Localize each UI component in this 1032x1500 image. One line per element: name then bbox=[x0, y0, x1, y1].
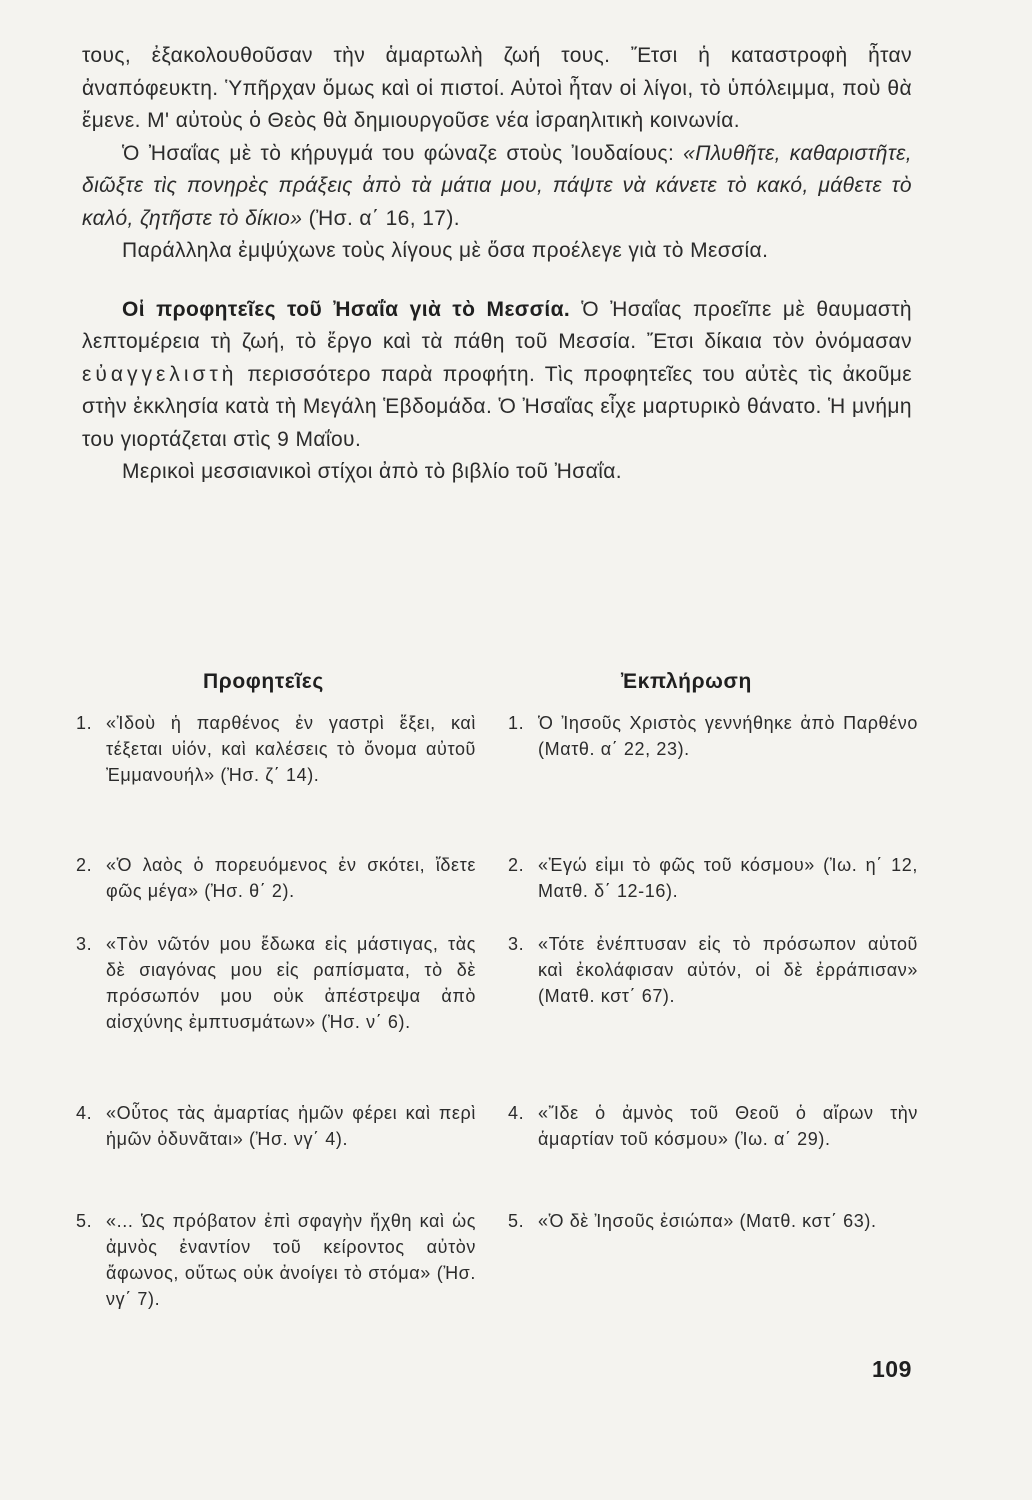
isaiah-quote: «Πλυθῆτε, καθαριστῆτε, διῶξτε τὶς πονηρὲς πράξεις ἀπὸ τὰ μάτια μου, πάψτε νὰ κάνετε τὸ κακό, μάθετε τὸ καλό, ζητῆστε τὸ δίκιο» bbox=[82, 141, 912, 230]
fulfillment-number: 5. bbox=[508, 1211, 525, 1231]
prophecy-item bbox=[76, 710, 476, 788]
fulfillment-number: 1. bbox=[508, 713, 525, 733]
column-header-fulfillment: Ἐκπλήρωση bbox=[621, 670, 752, 693]
section-text-b: περισσότερο παρὰ προφήτη. Τὶς προφητεῖες του αὐτὲς τὶς ἀκοῦμε στὴν ἐκκλησία κατὰ τὴ Μεγάλη Ἑβδομάδα. Ὁ Ἠσαΐας εἶχε μαρτυρικὸ θάνατο. Ἡ μνήμη του γιορτάζεται στὶς 9 Μαΐου. bbox=[82, 362, 912, 451]
paragraph-prophecies-section bbox=[82, 294, 912, 457]
prophecy-item bbox=[76, 852, 476, 904]
prophecy-fulfillment-table bbox=[68, 670, 918, 1350]
isaiah-preaching-lead: Ὁ Ἠσαΐας μὲ τὸ κήρυγμά του φώναζε στοὺς Ἰουδαίους: bbox=[122, 141, 684, 165]
prophecy-number: 4. bbox=[76, 1103, 93, 1123]
section-text-a: Ὁ Ἠσαΐας προεῖπε μὲ θαυμαστὴ λεπτομέρεια τὴ ζωή, τὸ ἔργο καὶ τὰ πάθη τοῦ Μεσσία. Ἔτσι δίκαια τὸν ὀνόμασαν bbox=[82, 297, 912, 353]
fulfillment-item bbox=[508, 931, 918, 1009]
prophecy-number: 5. bbox=[76, 1211, 93, 1231]
prophecy-item bbox=[76, 1100, 476, 1152]
fulfillment-text: «Ἴδε ὁ ἀμνὸς τοῦ Θεοῦ ὁ αἴρων τὴν ἁμαρτίαν τοῦ κόσμου» (Ἰω. α΄ 29). bbox=[538, 1103, 918, 1149]
fulfillment-number: 4. bbox=[508, 1103, 525, 1123]
fulfillment-number: 3. bbox=[508, 934, 525, 954]
paragraph-intro: τους, ἐξακολουθοῦσαν τὴν ἁμαρτωλὴ ζωή τους. Ἔτσι ἡ καταστροφὴ ἦταν ἀναπόφευκτη. Ὑπῆρχαν ὅμως καὶ οἱ πιστοί. Αὐτοὶ ἦταν οἱ λίγοι, τὸ ὑπόλειμμα, ποὺ θὰ ἔμενε. Μ' αὐτοὺς ὁ Θεὸς θὰ δημιουργοῦσε νέα ἰσραηλιτικὴ κοινωνία. bbox=[82, 44, 912, 132]
prophecy-text: «Τὸν νῶτόν μου ἔδωκα εἰς μάστιγας, τὰς δὲ σιαγόνας μου εἰς ραπίσματα, τὸ δὲ πρόσωπόν μου οὐκ ἀπέστρεψα ἀπὸ αἰσχύνης ἐμπτυσμάτων» (Ἠσ. ν΄ 6). bbox=[106, 934, 476, 1032]
prophecy-text: «... Ὡς πρόβατον ἐπὶ σφαγὴν ἤχθη καὶ ὡς ἀμνὸς ἐναντίον τοῦ κείροντος αὐτὸν ἄφωνος, οὕτως οὐκ ἀνοίγει τὸ στόμα» (Ἠσ. νγ΄ 7). bbox=[106, 1211, 476, 1309]
isaiah-quote-ref: (Ἠσ. α΄ 16, 17). bbox=[302, 206, 460, 230]
fulfillment-text: «Ὁ δὲ Ἰησοῦς ἐσιώπα» (Ματθ. κστ΄ 63). bbox=[538, 1211, 877, 1231]
fulfillment-item bbox=[508, 852, 918, 904]
section-heading: Οἱ προφητεῖες τοῦ Ἠσαΐα γιὰ τὸ Μεσσία. bbox=[122, 297, 571, 321]
prophecy-number: 3. bbox=[76, 934, 93, 954]
fulfillment-text: Ὁ Ἰησοῦς Χριστὸς γεννήθηκε ἀπὸ Παρθένο (Ματθ. α΄ 22, 23). bbox=[538, 713, 918, 759]
paragraph-isaiah-preaching bbox=[82, 138, 912, 236]
prophecy-number: 2. bbox=[76, 855, 93, 875]
fulfillment-text: «Ἐγώ εἰμι τὸ φῶς τοῦ κόσμου» (Ἰω. η΄ 12, Ματθ. δ΄ 12-16). bbox=[538, 855, 918, 901]
prophecy-item bbox=[76, 1208, 476, 1312]
prophecy-item bbox=[76, 931, 476, 1035]
page-body bbox=[82, 40, 912, 489]
prophecy-text: «Ἰδοὺ ἡ παρθένος ἐν γαστρὶ ἕξει, καὶ τέξεται υἱόν, καὶ καλέσεις τὸ ὄνομα αὐτοῦ Ἐμμανουήλ» (Ἠσ. ζ΄ 14). bbox=[106, 713, 476, 785]
page-number: 109 bbox=[872, 1356, 912, 1382]
prophecy-text: «Ὁ λαὸς ὁ πορευόμενος ἐν σκότει, ἴδετε φῶς μέγα» (Ἠσ. θ΄ 2). bbox=[106, 855, 476, 901]
fulfillment-text: «Τότε ἐνέπτυσαν εἰς τὸ πρόσωπον αὐτοῦ καὶ ἐκολάφισαν αὐτόν, οἱ δὲ ἐρράπισαν» (Ματθ. κστ΄ 67). bbox=[538, 934, 918, 1006]
prophecy-text: «Οὗτος τὰς ἁμαρτίας ἡμῶν φέρει καὶ περὶ ἡμῶν ὀδυνᾶται» (Ἠσ. νγ΄ 4). bbox=[106, 1103, 476, 1149]
fulfillment-item bbox=[508, 710, 918, 762]
prophecy-number: 1. bbox=[76, 713, 93, 733]
fulfillment-item bbox=[508, 1208, 918, 1234]
column-header-prophecies: Προφητεῖες bbox=[203, 670, 324, 693]
section-text-spaced: εὐαγγελιστὴ bbox=[82, 362, 238, 386]
paragraph-verses-intro: Μερικοὶ μεσσιανικοὶ στίχοι ἀπὸ τὸ βιβλίο τοῦ Ἠσαΐα. bbox=[122, 460, 623, 483]
fulfillment-number: 2. bbox=[508, 855, 525, 875]
fulfillment-item bbox=[508, 1100, 918, 1152]
paragraph-messiah-encouragement: Παράλληλα ἐμψύχωνε τοὺς λίγους μὲ ὅσα προέλεγε γιὰ τὸ Μεσσία. bbox=[122, 239, 769, 262]
